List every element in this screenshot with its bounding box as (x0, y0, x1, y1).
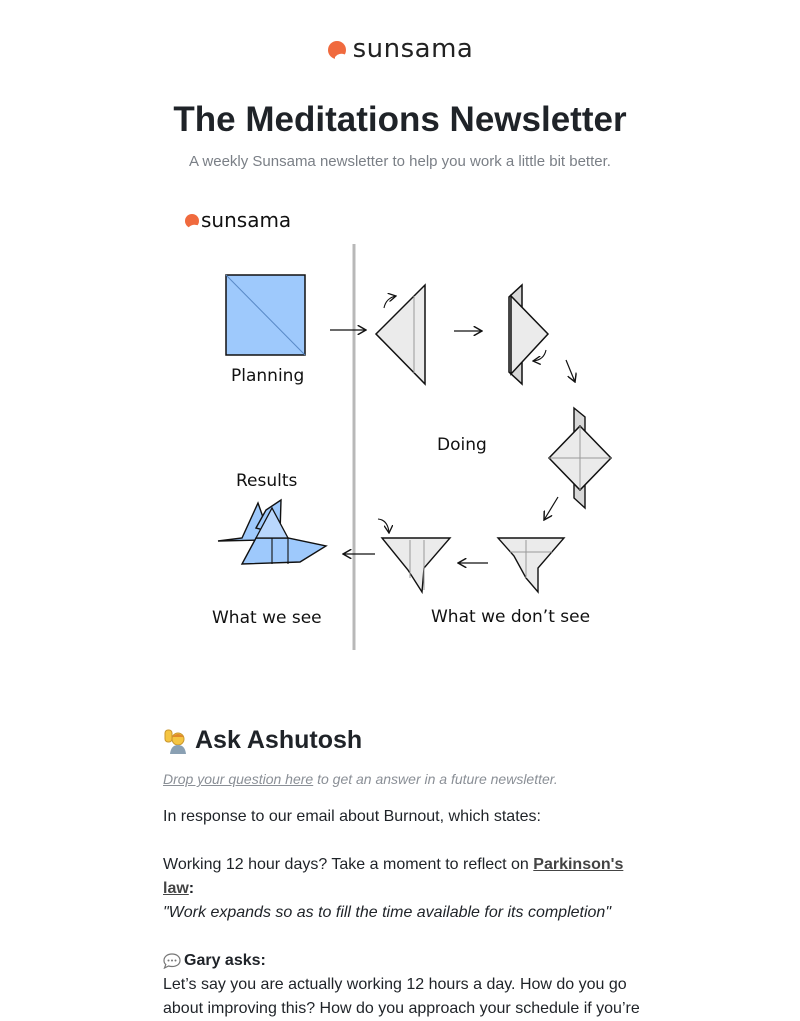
origami-bird (218, 500, 326, 564)
note-rest: to get an answer in a future newsletter. (313, 771, 558, 787)
arrow-down-left (544, 497, 558, 520)
what-we-dont-see-label: What we don’t see (431, 607, 591, 627)
illustration-brand (185, 208, 291, 232)
doing-label: Doing (437, 435, 487, 455)
results-label: Results (236, 471, 298, 491)
newsletter-title: The Meditations Newsletter (173, 100, 627, 139)
fold-arrow-2 (533, 350, 546, 361)
parkinson-quote: "Work expands so as to fill the time available for its completion" (163, 904, 611, 921)
illustration-canvas (160, 198, 640, 668)
drop-question-link[interactable]: Drop your question here (163, 771, 314, 787)
speech-bubble-icon (163, 953, 181, 969)
illustration-brand-name: sunsama (201, 208, 292, 232)
diamond-fold (549, 408, 611, 508)
bird-base-fold-left (382, 538, 450, 592)
fold-arrow-1 (384, 296, 396, 308)
question-note (163, 771, 643, 787)
brand-header (0, 34, 800, 65)
planning-square (226, 275, 305, 355)
line-suffix: : (188, 880, 195, 897)
arrow-down-right (566, 360, 575, 382)
section-title: Ask Ashutosh (195, 726, 363, 754)
sun-logo-icon (327, 38, 349, 60)
person-raising-hand-icon (163, 728, 189, 754)
newsletter-subtitle: A weekly Sunsama newsletter to help you work a little bit better. (189, 153, 611, 170)
asker-line (163, 949, 643, 973)
triangle-fold-2 (509, 285, 548, 384)
what-we-see-label: What we see (212, 608, 322, 628)
intro-paragraph: In response to our email about Burnout, which states: (163, 808, 541, 825)
parkinsons-law-link[interactable]: Parkinson's law (163, 856, 624, 897)
brand-name: sunsama (352, 34, 474, 64)
parkinson-paragraph (163, 853, 643, 925)
question-text: Let’s say you are actually working 12 hours a day. How do you go about improving this? How do you approach your schedule if you’re (163, 976, 640, 1017)
ask-section (163, 726, 643, 1021)
origami-illustration (160, 198, 640, 668)
section-heading (163, 726, 643, 755)
fold-arrow-3 (378, 519, 389, 533)
asker-name: Gary asks: (184, 952, 266, 969)
bird-base-fold-right (498, 538, 564, 592)
line-prefix: Working 12 hour days? Take a moment to reflect on (163, 856, 534, 873)
brand-logo-link[interactable] (327, 34, 474, 64)
triangle-fold-1 (376, 285, 425, 384)
planning-label: Planning (231, 366, 305, 386)
